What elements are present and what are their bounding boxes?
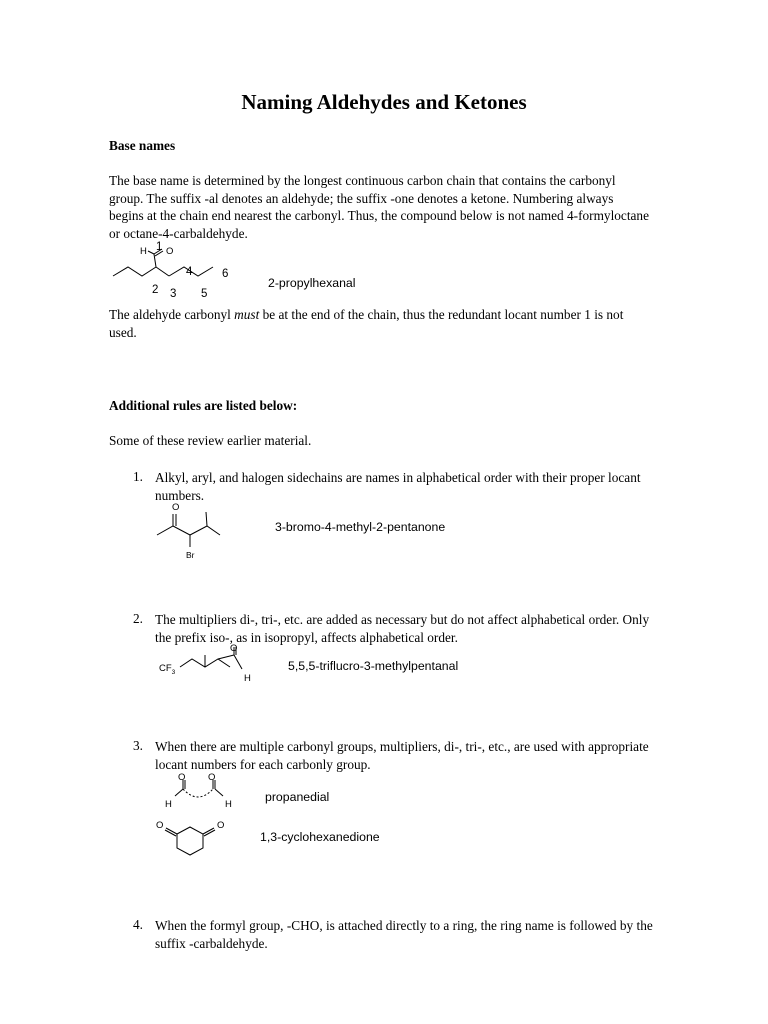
propyl-chain-bonds [113,267,156,276]
atom-h: H [244,673,251,684]
additional-intro: Some of these review earlier material. [109,433,312,448]
atom-h-left: H [165,799,172,810]
atom-o-right: O [208,772,216,783]
atom-cf: CF [159,663,172,674]
compound-name-trifluoro-methylpentanal: 5,5,5-triflucro-3-methylpentanal [288,659,459,673]
cyclohexanedione-structure [155,818,225,863]
compound-name-2-propylhexanal: 2-propylhexanal [268,276,356,290]
cyclohexane-ring [177,827,203,855]
locant-3: 3 [170,288,177,300]
emphasis-must: must [234,307,260,322]
aldehyde-h-bond [148,251,154,254]
atom-o-left: O [178,772,186,783]
section-heading-additional-rules: Additional rules are listed below: [109,398,298,413]
section-heading-base-names: Base names [109,138,176,153]
compound-name-propanedial: propanedial [265,790,330,804]
bromo-methyl-pentanone-structure [155,505,235,560]
c2-c3-bond [156,267,169,276]
atom-o-left: O [156,820,164,831]
atom-h: H [140,246,147,257]
rule-2-number: 2. [133,611,143,626]
pentanone-chain-bonds [157,526,220,535]
locant-2: 2 [152,284,159,296]
locant-5: 5 [201,288,208,300]
locant-4: 4 [186,266,193,278]
carbonyl-carbon-bond [218,655,234,659]
atom-o: O [166,246,174,257]
carbonyl-note-paragraph [109,306,649,341]
base-names-paragraph: The base name is determined by the longest continuous carbon chain that contains the carbonyl group. The suffix -al denotes an aldehyde; the suffix -one denotes a ketone. Numbering always begins at the chain end nearest the carbonyl. Thus, the compound below is not named 4-formyloctane or octane-4-carbaldehyde. [109,173,649,242]
carbonyl-note-text-end: be at the end of the chain, thus the redundant locant number 1 is not used. [109,307,624,340]
aldehyde-h-bond [234,655,242,669]
atom-cf3 [159,663,175,676]
atom-cf3-subscript: 3 [171,668,176,676]
aldehyde-h-bond-left [175,789,183,796]
propylhexanal-structure [110,240,250,305]
atom-h-right: H [225,799,232,810]
rule-3-text: When there are multiple carbonyl groups, multipliers, di-, tri-, etc., are used with appropriate locant numbers for each carbonly group. [155,739,649,772]
locant-6: 6 [222,268,229,280]
methyl-branch-bond [206,512,207,526]
atom-o: O [230,643,238,654]
carbonyl-note-text: The aldehyde carbonyl [109,307,235,322]
rule-2-text: The multipliers di-, tri-, etc. are added as necessary but do not affect alphabetical order. Only the prefix iso-, as in isopropyl, affects alphabetical order. [155,612,650,645]
rule-4-number: 4. [133,917,143,932]
rule-1-number: 1. [133,469,143,484]
rule-4-text: When the formyl group, -CHO, is attached directly to a ring, the ring name is followed by the suffix -carbaldehyde. [155,918,653,951]
page-title: Naming Aldehydes and Ketones [241,90,527,114]
locant-1: 1 [156,241,163,253]
atom-br: Br [186,550,195,560]
compound-name-bromo-methyl-pentanone: 3-bromo-4-methyl-2-pentanone [275,520,446,534]
carbon-chain-bonds [183,789,213,797]
atom-o-right: O [217,820,225,831]
atom-o: O [172,502,180,513]
rule-3-number: 3. [133,738,143,753]
compound-name-cyclohexanedione: 1,3-cyclohexanedione [260,830,380,844]
aldehyde-h-bond-right [215,789,223,796]
rule-1-text: Alkyl, aryl, and halogen sidechains are names in alphabetical order with their proper locant numbers. [155,470,641,503]
